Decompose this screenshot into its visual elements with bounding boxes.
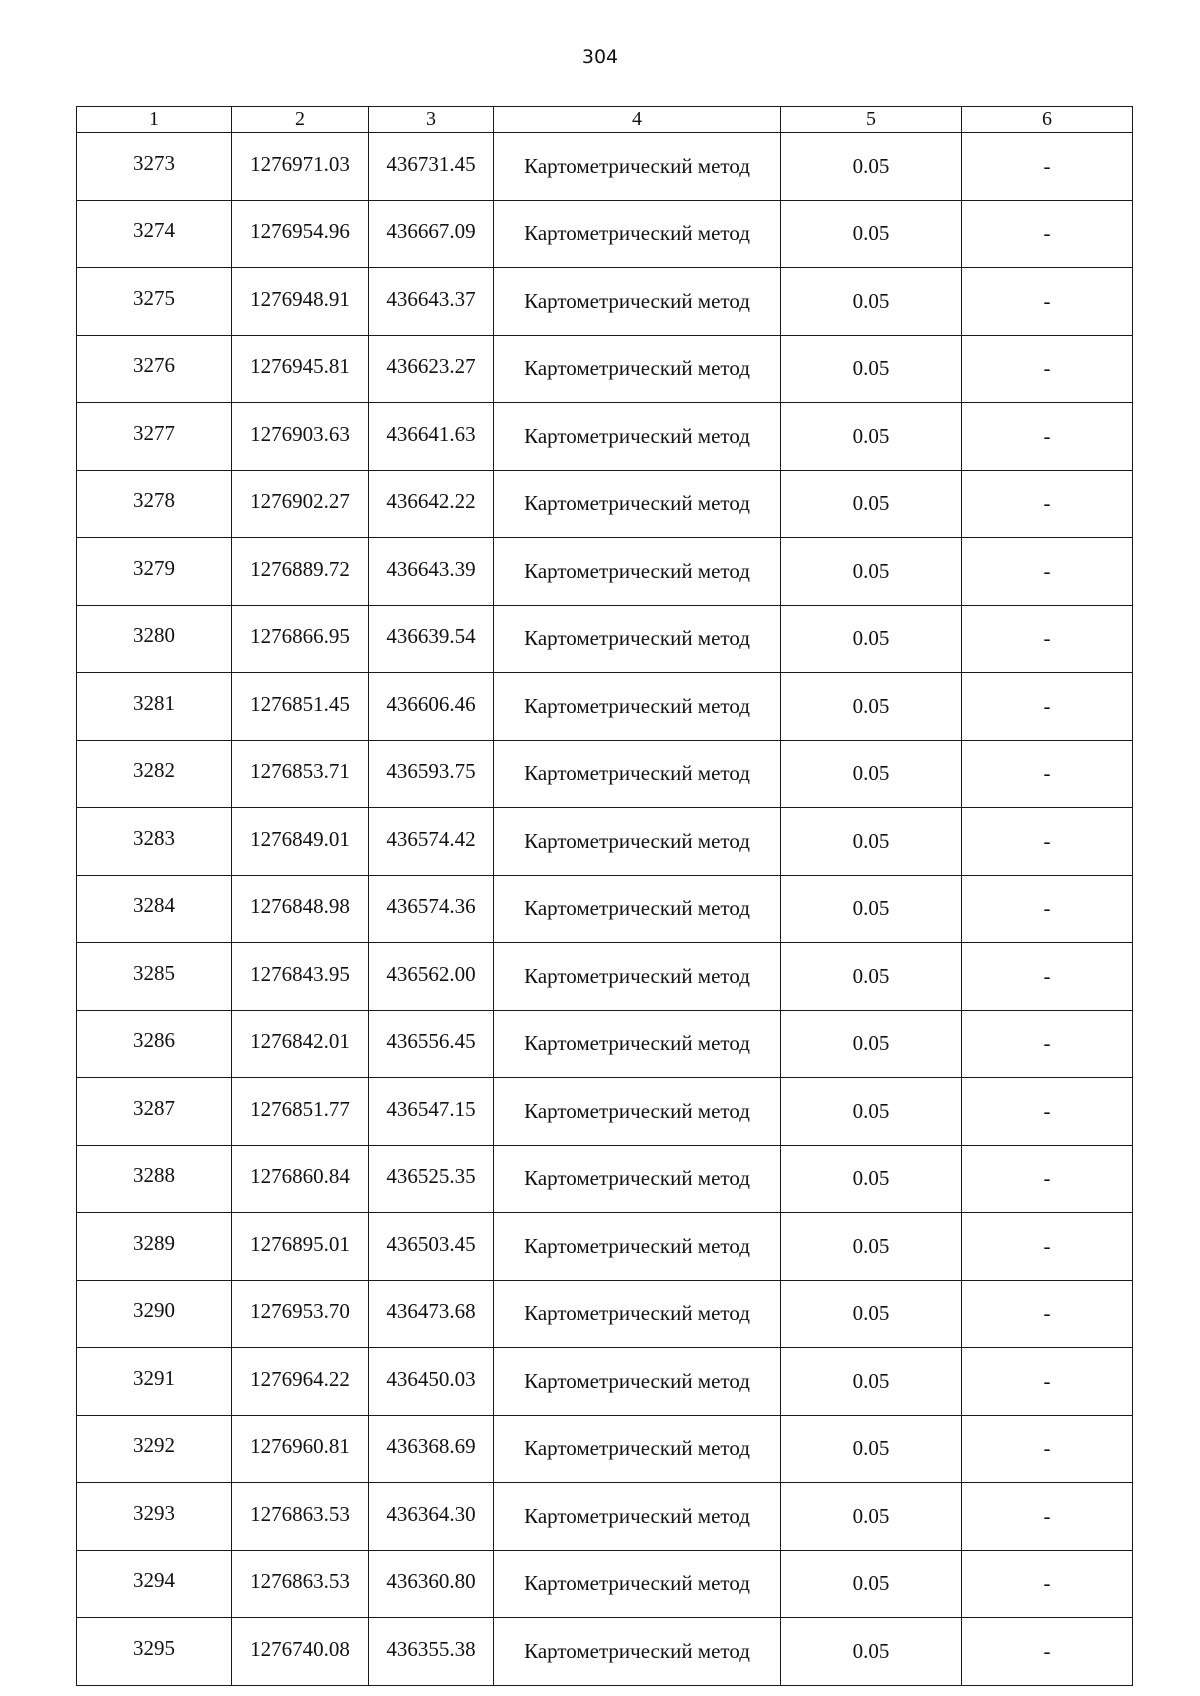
note-cell: - <box>962 605 1133 673</box>
point-number-cell: 3286 <box>77 1010 232 1078</box>
point-number-cell: 3294 <box>77 1550 232 1618</box>
table-row <box>77 1078 1133 1146</box>
note-cell: - <box>962 1213 1133 1281</box>
point-number-cell: 3291 <box>77 1348 232 1416</box>
y-coordinate-cell: 436562.00 <box>369 943 494 1011</box>
y-coordinate-cell: 436355.38 <box>369 1618 494 1686</box>
y-coordinate-cell: 436667.09 <box>369 200 494 268</box>
x-coordinate-cell: 1276945.81 <box>232 335 369 403</box>
note-cell: - <box>962 673 1133 741</box>
note-cell: - <box>962 1145 1133 1213</box>
accuracy-cell: 0.05 <box>781 200 962 268</box>
y-coordinate-cell: 436641.63 <box>369 403 494 471</box>
note-cell: - <box>962 133 1133 201</box>
x-coordinate-cell: 1276851.45 <box>232 673 369 741</box>
accuracy-cell: 0.05 <box>781 1010 962 1078</box>
point-number-cell: 3283 <box>77 808 232 876</box>
accuracy-cell: 0.05 <box>781 268 962 336</box>
x-coordinate-cell: 1276863.53 <box>232 1483 369 1551</box>
method-cell: Картометрический метод <box>494 605 781 673</box>
note-cell: - <box>962 403 1133 471</box>
y-coordinate-cell: 436473.68 <box>369 1280 494 1348</box>
table-row <box>77 673 1133 741</box>
method-cell: Картометрический метод <box>494 403 781 471</box>
y-coordinate-cell: 436623.27 <box>369 335 494 403</box>
method-cell: Картометрический метод <box>494 133 781 201</box>
accuracy-cell: 0.05 <box>781 1145 962 1213</box>
method-cell: Картометрический метод <box>494 875 781 943</box>
point-number-cell: 3277 <box>77 403 232 471</box>
note-cell: - <box>962 1550 1133 1618</box>
accuracy-cell: 0.05 <box>781 1415 962 1483</box>
note-cell: - <box>962 1280 1133 1348</box>
method-cell: Картометрический метод <box>494 335 781 403</box>
table-row <box>77 268 1133 336</box>
method-cell: Картометрический метод <box>494 1550 781 1618</box>
accuracy-cell: 0.05 <box>781 1213 962 1281</box>
accuracy-cell: 0.05 <box>781 1618 962 1686</box>
point-number-cell: 3276 <box>77 335 232 403</box>
note-cell: - <box>962 1618 1133 1686</box>
accuracy-cell: 0.05 <box>781 943 962 1011</box>
accuracy-cell: 0.05 <box>781 605 962 673</box>
table-row <box>77 943 1133 1011</box>
note-cell: - <box>962 335 1133 403</box>
x-coordinate-cell: 1276971.03 <box>232 133 369 201</box>
method-cell: Картометрический метод <box>494 470 781 538</box>
accuracy-cell: 0.05 <box>781 740 962 808</box>
table-row <box>77 403 1133 471</box>
table-row <box>77 1348 1133 1416</box>
point-number-cell: 3290 <box>77 1280 232 1348</box>
method-cell: Картометрический метод <box>494 1348 781 1416</box>
note-cell: - <box>962 470 1133 538</box>
accuracy-cell: 0.05 <box>781 1078 962 1146</box>
x-coordinate-cell: 1276902.27 <box>232 470 369 538</box>
x-coordinate-cell: 1276848.98 <box>232 875 369 943</box>
column-header-4: 4 <box>494 107 781 133</box>
column-header-2: 2 <box>232 107 369 133</box>
y-coordinate-cell: 436574.42 <box>369 808 494 876</box>
note-cell: - <box>962 1483 1133 1551</box>
point-number-cell: 3273 <box>77 133 232 201</box>
method-cell: Картометрический метод <box>494 538 781 606</box>
method-cell: Картометрический метод <box>494 1010 781 1078</box>
x-coordinate-cell: 1276953.70 <box>232 1280 369 1348</box>
accuracy-cell: 0.05 <box>781 1550 962 1618</box>
y-coordinate-cell: 436731.45 <box>369 133 494 201</box>
table-row <box>77 1145 1133 1213</box>
column-header-5: 5 <box>781 107 962 133</box>
y-coordinate-cell: 436639.54 <box>369 605 494 673</box>
y-coordinate-cell: 436360.80 <box>369 1550 494 1618</box>
accuracy-cell: 0.05 <box>781 875 962 943</box>
table-row <box>77 335 1133 403</box>
x-coordinate-cell: 1276960.81 <box>232 1415 369 1483</box>
table-row <box>77 1550 1133 1618</box>
table-row <box>77 1415 1133 1483</box>
point-number-cell: 3288 <box>77 1145 232 1213</box>
accuracy-cell: 0.05 <box>781 1348 962 1416</box>
accuracy-cell: 0.05 <box>781 1483 962 1551</box>
method-cell: Картометрический метод <box>494 1618 781 1686</box>
note-cell: - <box>962 538 1133 606</box>
note-cell: - <box>962 808 1133 876</box>
y-coordinate-cell: 436593.75 <box>369 740 494 808</box>
note-cell: - <box>962 1078 1133 1146</box>
point-number-cell: 3274 <box>77 200 232 268</box>
method-cell: Картометрический метод <box>494 740 781 808</box>
point-number-cell: 3275 <box>77 268 232 336</box>
y-coordinate-cell: 436450.03 <box>369 1348 494 1416</box>
y-coordinate-cell: 436606.46 <box>369 673 494 741</box>
note-cell: - <box>962 200 1133 268</box>
x-coordinate-cell: 1276843.95 <box>232 943 369 1011</box>
table-row <box>77 200 1133 268</box>
point-number-cell: 3285 <box>77 943 232 1011</box>
x-coordinate-cell: 1276851.77 <box>232 1078 369 1146</box>
y-coordinate-cell: 436503.45 <box>369 1213 494 1281</box>
note-cell: - <box>962 875 1133 943</box>
accuracy-cell: 0.05 <box>781 470 962 538</box>
x-coordinate-cell: 1276740.08 <box>232 1618 369 1686</box>
table-row <box>77 605 1133 673</box>
accuracy-cell: 0.05 <box>781 808 962 876</box>
method-cell: Картометрический метод <box>494 1145 781 1213</box>
y-coordinate-cell: 436556.45 <box>369 1010 494 1078</box>
accuracy-cell: 0.05 <box>781 1280 962 1348</box>
point-number-cell: 3287 <box>77 1078 232 1146</box>
y-coordinate-cell: 436364.30 <box>369 1483 494 1551</box>
point-number-cell: 3293 <box>77 1483 232 1551</box>
method-cell: Картометрический метод <box>494 200 781 268</box>
x-coordinate-cell: 1276889.72 <box>232 538 369 606</box>
y-coordinate-cell: 436547.15 <box>369 1078 494 1146</box>
x-coordinate-cell: 1276866.95 <box>232 605 369 673</box>
table-header <box>77 107 1133 133</box>
table-row <box>77 470 1133 538</box>
x-coordinate-cell: 1276842.01 <box>232 1010 369 1078</box>
x-coordinate-cell: 1276849.01 <box>232 808 369 876</box>
point-number-cell: 3282 <box>77 740 232 808</box>
column-header-1: 1 <box>77 107 232 133</box>
table-row <box>77 808 1133 876</box>
accuracy-cell: 0.05 <box>781 403 962 471</box>
accuracy-cell: 0.05 <box>781 673 962 741</box>
point-number-cell: 3295 <box>77 1618 232 1686</box>
table-row <box>77 1280 1133 1348</box>
table-row <box>77 538 1133 606</box>
point-number-cell: 3281 <box>77 673 232 741</box>
note-cell: - <box>962 1348 1133 1416</box>
method-cell: Картометрический метод <box>494 943 781 1011</box>
column-header-6: 6 <box>962 107 1133 133</box>
x-coordinate-cell: 1276964.22 <box>232 1348 369 1416</box>
table-row <box>77 133 1133 201</box>
page-number: 304 <box>581 46 619 68</box>
x-coordinate-cell: 1276860.84 <box>232 1145 369 1213</box>
point-number-cell: 3292 <box>77 1415 232 1483</box>
y-coordinate-cell: 436643.37 <box>369 268 494 336</box>
note-cell: - <box>962 943 1133 1011</box>
method-cell: Картометрический метод <box>494 673 781 741</box>
point-number-cell: 3289 <box>77 1213 232 1281</box>
point-number-cell: 3280 <box>77 605 232 673</box>
note-cell: - <box>962 268 1133 336</box>
accuracy-cell: 0.05 <box>781 133 962 201</box>
method-cell: Картометрический метод <box>494 268 781 336</box>
y-coordinate-cell: 436643.39 <box>369 538 494 606</box>
table-row <box>77 1483 1133 1551</box>
table-row <box>77 875 1133 943</box>
y-coordinate-cell: 436574.36 <box>369 875 494 943</box>
x-coordinate-cell: 1276903.63 <box>232 403 369 471</box>
x-coordinate-cell: 1276853.71 <box>232 740 369 808</box>
table-row <box>77 740 1133 808</box>
header-row <box>77 107 1133 133</box>
point-number-cell: 3278 <box>77 470 232 538</box>
x-coordinate-cell: 1276863.53 <box>232 1550 369 1618</box>
y-coordinate-cell: 436368.69 <box>369 1415 494 1483</box>
accuracy-cell: 0.05 <box>781 538 962 606</box>
column-header-3: 3 <box>369 107 494 133</box>
table-row <box>77 1618 1133 1686</box>
point-number-cell: 3279 <box>77 538 232 606</box>
method-cell: Картометрический метод <box>494 1415 781 1483</box>
note-cell: - <box>962 740 1133 808</box>
table-row <box>77 1213 1133 1281</box>
table-body <box>77 133 1133 1686</box>
note-cell: - <box>962 1415 1133 1483</box>
table-row <box>77 1010 1133 1078</box>
method-cell: Картометрический метод <box>494 1280 781 1348</box>
method-cell: Картометрический метод <box>494 1483 781 1551</box>
x-coordinate-cell: 1276895.01 <box>232 1213 369 1281</box>
method-cell: Картометрический метод <box>494 1078 781 1146</box>
x-coordinate-cell: 1276954.96 <box>232 200 369 268</box>
accuracy-cell: 0.05 <box>781 335 962 403</box>
y-coordinate-cell: 436642.22 <box>369 470 494 538</box>
y-coordinate-cell: 436525.35 <box>369 1145 494 1213</box>
point-number-cell: 3284 <box>77 875 232 943</box>
coordinates-table <box>76 106 1133 1686</box>
note-cell: - <box>962 1010 1133 1078</box>
method-cell: Картометрический метод <box>494 1213 781 1281</box>
method-cell: Картометрический метод <box>494 808 781 876</box>
x-coordinate-cell: 1276948.91 <box>232 268 369 336</box>
